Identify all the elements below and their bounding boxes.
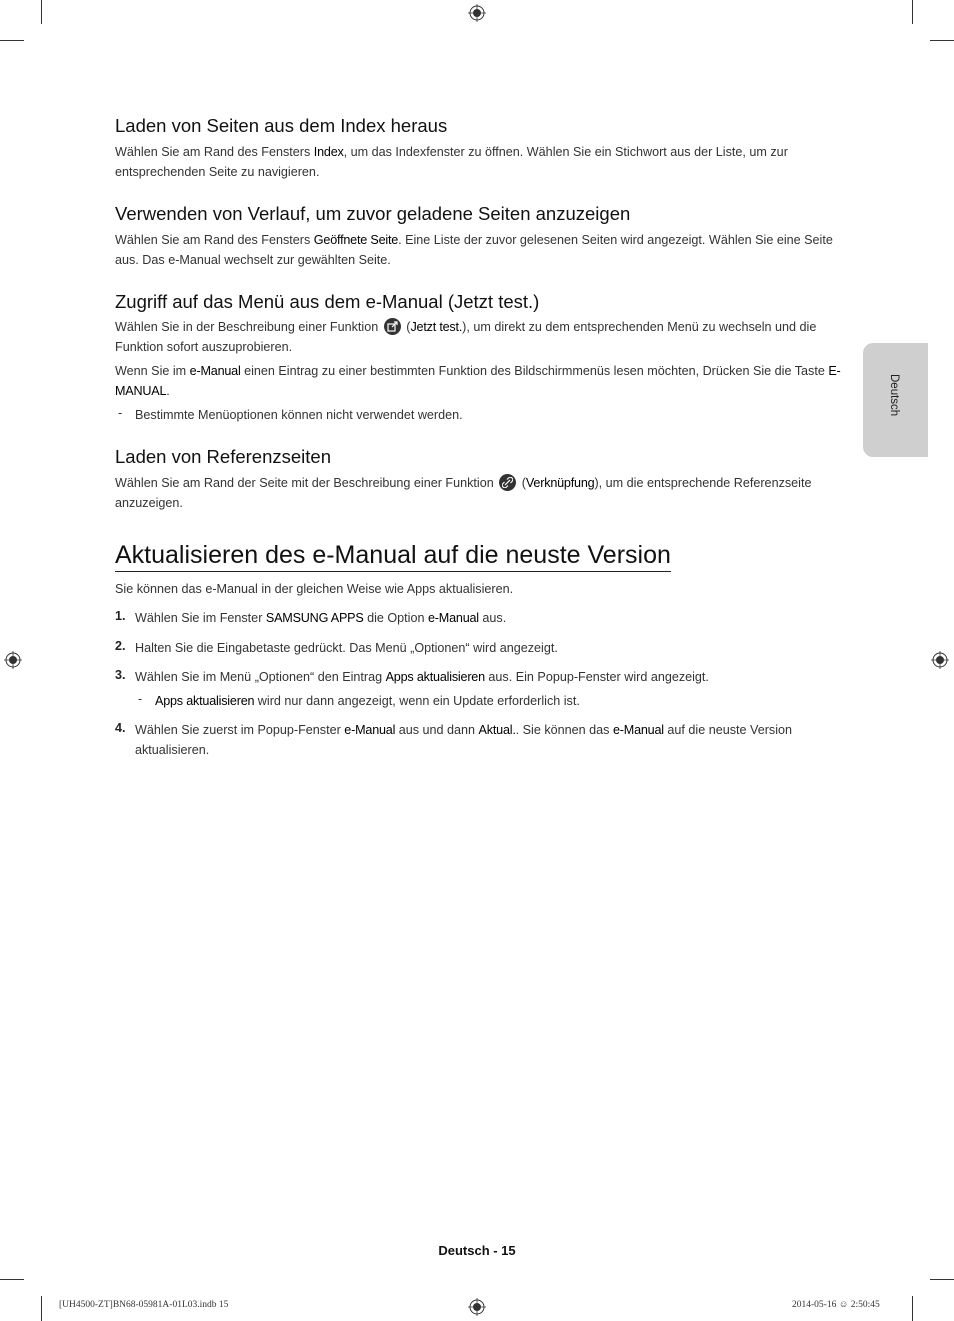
ui-term: Jetzt test. [410, 320, 463, 334]
ui-term: SAMSUNG APPS [265, 611, 364, 625]
step-text: Halten Sie die Eingabetaste gedrückt. Das Menü „Optionen“ wird angezeigt. [135, 641, 558, 655]
note-dash: - [138, 692, 143, 706]
section-paragraph: Wählen Sie am Rand der Seite mit der Beschreibung einer Funktion (Verknüpfung), um die entsprechende Referenzseite anzuzeigen. [115, 476, 812, 510]
step-number: 2. [115, 639, 126, 653]
ui-term: Apps aktualisieren [385, 670, 485, 684]
ui-term: e-Manual [189, 364, 241, 378]
ui-term: e-Manual [344, 723, 396, 737]
ui-term: Geöffnete Seite [313, 233, 399, 247]
main-heading: Aktualisieren des e-Manual auf die neuste Version [115, 540, 671, 572]
ui-term: Verknüpfung [525, 476, 595, 490]
key-name: E-MANUAL [115, 364, 841, 398]
ui-term: e-Manual [428, 611, 479, 625]
step-text: Wählen Sie im Fenster SAMSUNG APPS die Option e-Manual aus. [135, 611, 507, 625]
registration-mark-icon [4, 651, 22, 669]
crop-mark [912, 1296, 913, 1321]
section-paragraph: Wenn Sie im e-Manual einen Eintrag zu einer bestimmten Funktion des Bildschirmmenüs lesen möchten, Drücken Sie die Taste E-MANUAL. [115, 364, 841, 398]
registration-mark-icon [931, 651, 949, 669]
crop-mark [41, 1296, 42, 1321]
step-number: 1. [115, 609, 126, 623]
crop-mark [0, 40, 24, 41]
note-text: Bestimmte Menüoptionen können nicht verwendet werden. [135, 408, 463, 422]
ui-term: e-Manual [612, 723, 664, 737]
note-text: Apps aktualisieren wird nur dann angezeigt, wenn ein Update erforderlich ist. [155, 694, 580, 708]
crop-mark [930, 1279, 954, 1280]
step-text: Wählen Sie zuerst im Popup-Fenster e-Manual aus und dann Aktual.. Sie können das e-Manual auf die neuste Version aktualisieren. [135, 723, 793, 757]
crop-mark [930, 40, 954, 41]
ui-term: Apps aktualisieren [155, 694, 255, 708]
note-dash: - [118, 406, 123, 420]
registration-mark-icon [468, 4, 486, 22]
section-heading: Zugriff auf das Menü aus dem e-Manual (Jetzt test.) [115, 291, 540, 312]
section-heading: Laden von Seiten aus dem Index heraus [115, 115, 448, 136]
ui-term: Aktual. [478, 723, 516, 737]
side-tab-label: Deutsch [888, 374, 900, 417]
imprint-file: [UH4500-ZT]BN68-05981A-01L03.indb 15 [59, 1300, 229, 1310]
section-heading: Laden von Referenzseiten [115, 446, 331, 467]
crop-mark [912, 0, 913, 24]
try-now-icon [384, 318, 401, 335]
step-number: 4. [115, 721, 126, 735]
page-number: Deutsch - 15 [438, 1243, 516, 1258]
step-text: Wählen Sie im Menü „Optionen“ den Eintrag Apps aktualisieren aus. Ein Popup-Fenster wird angezeigt. [135, 670, 709, 684]
crop-mark [41, 0, 42, 24]
section-paragraph: Wählen Sie in der Beschreibung einer Funktion (Jetzt test.), um direkt zu dem entsprechenden Menü zu wechseln und die Funktion sofort auszuprobieren. [115, 320, 817, 354]
section-heading: Verwenden von Verlauf, um zuvor geladene Seiten anzuzeigen [115, 203, 631, 224]
section-paragraph: Wählen Sie am Rand des Fensters Index, um das Indexfenster zu öffnen. Wählen Sie ein Stichwort aus der Liste, um zur entsprechenden Seite zu navigieren. [115, 145, 788, 179]
step-number: 3. [115, 668, 126, 682]
link-icon [499, 474, 516, 491]
section-paragraph: Wählen Sie am Rand des Fensters Geöffnete Seite. Eine Liste der zuvor gelesenen Seiten wird angezeigt. Wählen Sie eine Seite aus. Das e-Manual wechselt zur gewählten Seite. [115, 233, 833, 267]
imprint-date: 2014-05-16 ☺ 2:50:45 [792, 1300, 880, 1310]
crop-mark [0, 1279, 24, 1280]
ui-term: Index [313, 145, 344, 159]
registration-mark-icon [468, 1298, 486, 1316]
intro-paragraph: Sie können das e-Manual in der gleichen Weise wie Apps aktualisieren. [115, 582, 514, 596]
